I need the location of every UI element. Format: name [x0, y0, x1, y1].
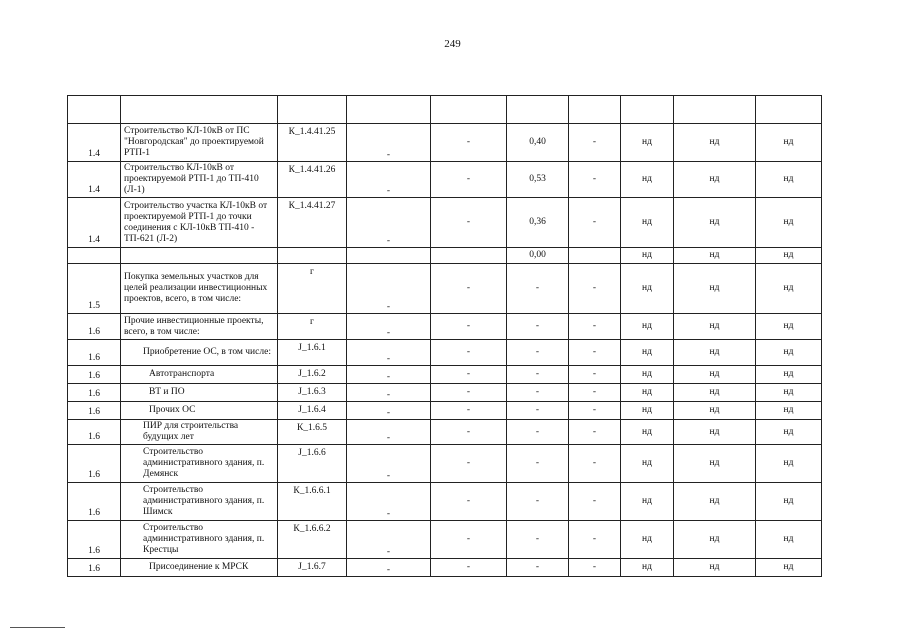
- row-number: 1.6: [68, 314, 121, 340]
- cell-g: -: [569, 198, 621, 248]
- cell-g: -: [569, 366, 621, 384]
- cell-j: нд: [756, 248, 822, 264]
- row-code: J_1.6.4: [278, 402, 347, 420]
- header-cell: [431, 96, 507, 124]
- cell-i: нд: [674, 483, 756, 521]
- row-name: Автотранспорта: [121, 366, 278, 384]
- table-row: [68, 366, 822, 384]
- cell-g: -: [569, 384, 621, 402]
- cell-e: -: [431, 198, 507, 248]
- cell-j: нд: [756, 366, 822, 384]
- cell-i: нд: [674, 384, 756, 402]
- cell-j: нд: [756, 340, 822, 366]
- cell-h: нд: [621, 483, 674, 521]
- cell-i: нд: [674, 162, 756, 198]
- cell-f: 0,53: [507, 162, 569, 198]
- cell-j: нд: [756, 420, 822, 445]
- row-number: 1.5: [68, 264, 121, 314]
- cell-h: нд: [621, 248, 674, 264]
- cell-d: -: [347, 162, 431, 198]
- cell-j: нд: [756, 402, 822, 420]
- cell-i: нд: [674, 340, 756, 366]
- row-number: 1.6: [68, 559, 121, 577]
- header-cell: [278, 96, 347, 124]
- row-name: Присоединение к МРСК: [121, 559, 278, 577]
- cell-i: нд: [674, 264, 756, 314]
- cell-i: нд: [674, 420, 756, 445]
- cell-f: -: [507, 483, 569, 521]
- row-number: 1.6: [68, 445, 121, 483]
- header-cell: [674, 96, 756, 124]
- header-cell: [68, 96, 121, 124]
- cell-d: -: [347, 340, 431, 366]
- cell-d: -: [347, 483, 431, 521]
- row-number: [68, 248, 121, 264]
- cell-i: нд: [674, 402, 756, 420]
- table-row: [68, 384, 822, 402]
- cell-f: -: [507, 420, 569, 445]
- row-number: 1.4: [68, 162, 121, 198]
- cell-g: -: [569, 340, 621, 366]
- cell-e: -: [431, 402, 507, 420]
- row-name: Строительство участка КЛ-10кВ от проектируемой РТП-1 до точки соединения с КЛ-10кВ ТП-410 - ТП-621 (Л-2): [121, 198, 278, 248]
- table-row: [68, 198, 822, 248]
- cell-f: -: [507, 366, 569, 384]
- cell-i: нд: [674, 198, 756, 248]
- cell-d: -: [347, 559, 431, 577]
- cell-f: -: [507, 340, 569, 366]
- cell-j: нд: [756, 264, 822, 314]
- cell-e: -: [431, 559, 507, 577]
- row-code: К_1.4.41.27: [278, 198, 347, 248]
- header-cell: [507, 96, 569, 124]
- cell-d: -: [347, 521, 431, 559]
- row-code: К_1.6.5: [278, 420, 347, 445]
- cell-j: нд: [756, 314, 822, 340]
- cell-h: нд: [621, 124, 674, 162]
- cell-i: нд: [674, 124, 756, 162]
- cell-i: нд: [674, 559, 756, 577]
- table-row: [68, 248, 822, 264]
- row-name: Строительство административного здания, п. Демянск: [121, 445, 278, 483]
- cell-d: -: [347, 445, 431, 483]
- cell-e: -: [431, 445, 507, 483]
- cell-f: -: [507, 445, 569, 483]
- cell-f: -: [507, 402, 569, 420]
- row-number: 1.4: [68, 124, 121, 162]
- cell-g: -: [569, 314, 621, 340]
- cell-f: -: [507, 314, 569, 340]
- row-name: Строительство КЛ-10кВ от ПС "Новгородская" до проектируемой РТП-1: [121, 124, 278, 162]
- cell-d: -: [347, 384, 431, 402]
- cell-f: -: [507, 264, 569, 314]
- header-cell: [756, 96, 822, 124]
- row-code: г: [278, 264, 347, 314]
- table-row: [68, 314, 822, 340]
- cell-e: -: [431, 483, 507, 521]
- row-code: К_1.4.41.26: [278, 162, 347, 198]
- cell-h: нд: [621, 402, 674, 420]
- cell-g: -: [569, 420, 621, 445]
- row-name: Строительство административного здания, п. Крестцы: [121, 521, 278, 559]
- row-number: 1.6: [68, 420, 121, 445]
- cell-e: -: [431, 162, 507, 198]
- cell-d: -: [347, 314, 431, 340]
- footer-rule: [10, 627, 65, 628]
- row-number: 1.4: [68, 198, 121, 248]
- cell-j: нд: [756, 124, 822, 162]
- cell-i: нд: [674, 314, 756, 340]
- header-cell: [347, 96, 431, 124]
- row-code: J_1.6.2: [278, 366, 347, 384]
- row-code: J_1.6.7: [278, 559, 347, 577]
- cell-g: -: [569, 402, 621, 420]
- row-number: 1.6: [68, 402, 121, 420]
- cell-h: нд: [621, 521, 674, 559]
- cell-j: нд: [756, 483, 822, 521]
- row-name: Строительство КЛ-10кВ от проектируемой РТП-1 до ТП-410 (Л-1): [121, 162, 278, 198]
- cell-f: 0,00: [507, 248, 569, 264]
- cell-f: 0,36: [507, 198, 569, 248]
- row-name: Прочие инвестиционные проекты, всего, в том числе:: [121, 314, 278, 340]
- cell-h: нд: [621, 162, 674, 198]
- cell-j: нд: [756, 521, 822, 559]
- page-number: 249: [444, 38, 461, 50]
- table-row: [68, 559, 822, 577]
- row-number: 1.6: [68, 340, 121, 366]
- row-name: ПИР для строительства будущих лет: [121, 420, 278, 445]
- row-code: J_1.6.6: [278, 445, 347, 483]
- cell-f: -: [507, 559, 569, 577]
- row-name: Строительство административного здания, п. Шимск: [121, 483, 278, 521]
- cell-e: -: [431, 124, 507, 162]
- row-code: К_1.6.6.2: [278, 521, 347, 559]
- cell-e: [431, 248, 507, 264]
- cell-d: -: [347, 366, 431, 384]
- cell-g: -: [569, 264, 621, 314]
- row-code: К_1.6.6.1: [278, 483, 347, 521]
- cell-g: [569, 248, 621, 264]
- row-name: Покупка земельных участков для целей реализации инвестиционных проектов, всего, в том числе:: [121, 264, 278, 314]
- cell-h: нд: [621, 559, 674, 577]
- table-row: [68, 402, 822, 420]
- cell-i: нд: [674, 366, 756, 384]
- cell-g: -: [569, 445, 621, 483]
- cell-d: [347, 248, 431, 264]
- cell-j: нд: [756, 162, 822, 198]
- table-row: [68, 340, 822, 366]
- cell-e: -: [431, 521, 507, 559]
- header-cell: [569, 96, 621, 124]
- cell-e: -: [431, 366, 507, 384]
- row-code: J_1.6.1: [278, 340, 347, 366]
- row-number: 1.6: [68, 521, 121, 559]
- table-row: [68, 445, 822, 483]
- table-row: [68, 483, 822, 521]
- row-name: [121, 248, 278, 264]
- cell-g: -: [569, 559, 621, 577]
- cell-f: 0,40: [507, 124, 569, 162]
- cell-f: -: [507, 384, 569, 402]
- cell-h: нд: [621, 445, 674, 483]
- cell-i: нд: [674, 248, 756, 264]
- header-cell: [621, 96, 674, 124]
- cell-e: -: [431, 340, 507, 366]
- row-name: Прочих ОС: [121, 402, 278, 420]
- cell-h: нд: [621, 198, 674, 248]
- row-number: 1.6: [68, 366, 121, 384]
- cell-h: нд: [621, 314, 674, 340]
- row-name: ВТ и ПО: [121, 384, 278, 402]
- cell-i: нд: [674, 445, 756, 483]
- cell-d: -: [347, 264, 431, 314]
- cell-g: -: [569, 162, 621, 198]
- cell-g: -: [569, 521, 621, 559]
- table-body: [68, 96, 822, 577]
- investment-table: [67, 95, 822, 577]
- cell-e: -: [431, 420, 507, 445]
- cell-d: -: [347, 420, 431, 445]
- cell-d: -: [347, 124, 431, 162]
- cell-e: -: [431, 264, 507, 314]
- cell-j: нд: [756, 384, 822, 402]
- table-row: [68, 521, 822, 559]
- row-code: J_1.6.3: [278, 384, 347, 402]
- table-row: [68, 264, 822, 314]
- row-name: Приобретение ОС, в том числе:: [121, 340, 278, 366]
- row-number: 1.6: [68, 483, 121, 521]
- cell-h: нд: [621, 340, 674, 366]
- cell-i: нд: [674, 521, 756, 559]
- cell-e: -: [431, 314, 507, 340]
- cell-j: нд: [756, 445, 822, 483]
- row-number: 1.6: [68, 384, 121, 402]
- row-code: [278, 248, 347, 264]
- cell-h: нд: [621, 366, 674, 384]
- table-row: [68, 162, 822, 198]
- cell-f: -: [507, 521, 569, 559]
- cell-h: нд: [621, 384, 674, 402]
- row-code: г: [278, 314, 347, 340]
- table-row: [68, 124, 822, 162]
- cell-g: -: [569, 124, 621, 162]
- cell-h: нд: [621, 420, 674, 445]
- cell-d: -: [347, 198, 431, 248]
- cell-h: нд: [621, 264, 674, 314]
- cell-j: нд: [756, 559, 822, 577]
- header-cell: [121, 96, 278, 124]
- table-header-row: [68, 96, 822, 124]
- cell-j: нд: [756, 198, 822, 248]
- row-code: К_1.4.41.25: [278, 124, 347, 162]
- cell-g: -: [569, 483, 621, 521]
- cell-d: -: [347, 402, 431, 420]
- table-row: [68, 420, 822, 445]
- cell-e: -: [431, 384, 507, 402]
